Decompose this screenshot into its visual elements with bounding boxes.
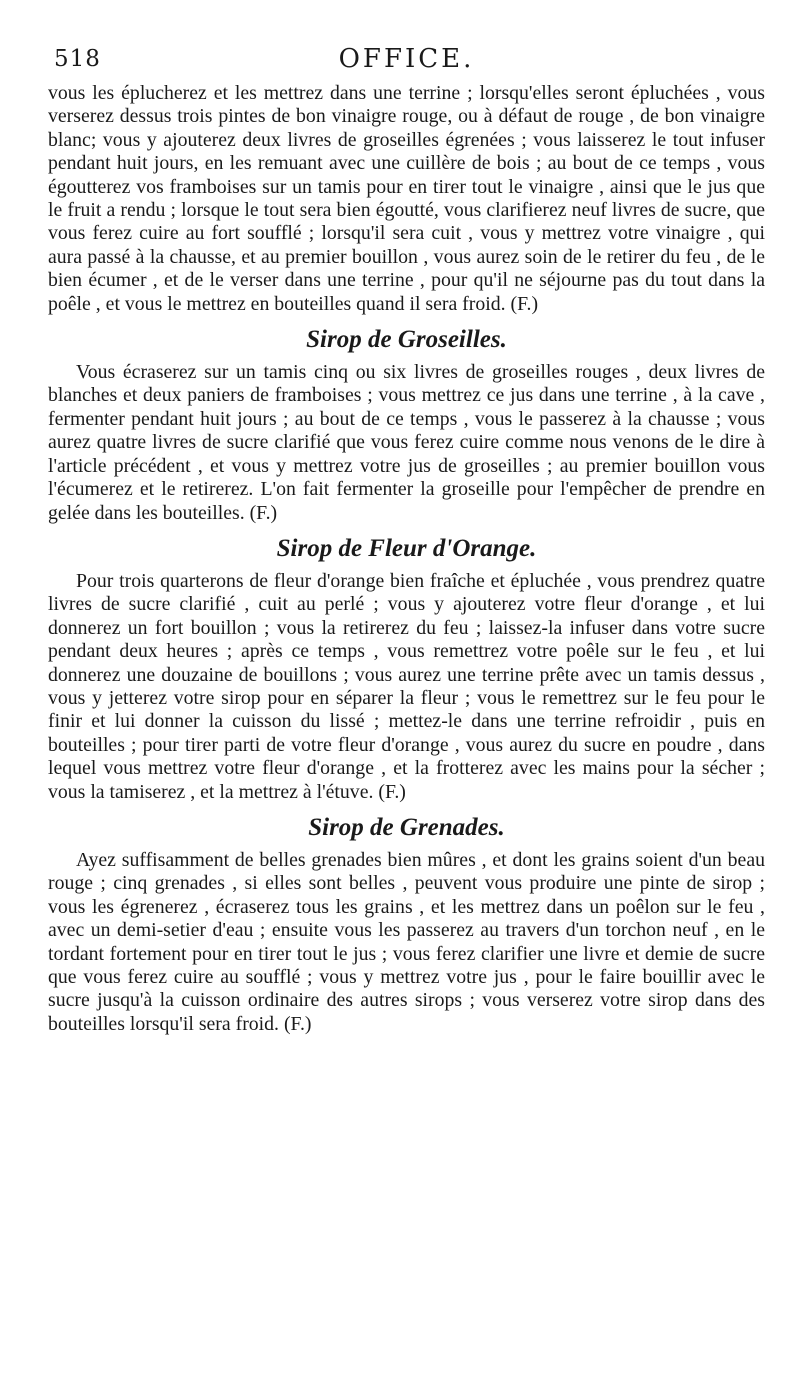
intro-paragraph: vous les éplucherez et les mettrez dans une terrine ; lorsqu'elles seront épluchées , vous verserez dessus trois pintes de bon vinaigre rouge, ou à défaut de rouge , de bon vinaigre blanc; vous y ajouterez deux livres de groseilles égrenées ; vous laisserez le tout infuser pendant huit jours, en les remuant avec une cuillère de bois ; au bout de ce temps , vous égoutterez vos framboises sur un tamis pour en tirer tout le vinaigre , ainsi que le jus que le fruit a rendu ; lorsque le tout sera bien égoutté, vous clarifierez neuf livres de sucre, que vous ferez cuire au fort soufflé ; lorsqu'il sera cuit , vous y mettrez votre vinaigre , qui aura passé à la chausse, et au premier bouillon , vous aurez soin de le retirer du feu , de le bien écumer , et de le verser dans une terrine , pour qu'il ne séjourne pas du tout dans la poêle , et vous le mettrez en bouteilles quand il sera froid. (F.): [48, 82, 765, 315]
running-title: OFFICE.: [338, 44, 475, 74]
recipe-text-groseilles: Vous écraserez sur un tamis cinq ou six livres de groseilles rouges , deux livres de blanches et deux paniers de framboises ; vous mettrez ce jus dans une terrine , à la cave , fermenter pendant huit jours ; au bout de ce temps , vous le passerez à la chausse ; vous aurez quatre livres de sucre clarifié que vous ferez cuire comme nous venons de le dire à l'article précédent , et vous y mettrez votre jus de groseilles ; au premier bouillon vous l'écumerez et le retirerez. L'on fait fermenter la groseille pour l'empêcher de prendre en gelée dans les bouteilles. (F.): [48, 361, 765, 524]
recipe-text-fleur-orange: Pour trois quarterons de fleur d'orange bien fraîche et épluchée , vous prendrez quatre livres de sucre clarifié , cuit au perlé ; vous y ajouterez votre fleur d'orange , et lui donnerez un fort bouillon ; vous la retirerez du feu ; laissez-la infuser dans votre sucre pendant deux heures ; après ce temps , vous remettrez votre poêle sur le feu , et lui donnerez une douzaine de bouillons ; vous aurez une terrine prête avec un tamis dessus , vous y jetterez votre sirop pour en séparer la fleur ; vous le remettrez sur le feu pour le finir et lui donner la cuisson du lissé ; mettez-le dans une terrine refroidir , puis en bouteilles ; pour tirer parti de votre fleur d'orange , vous aurez du sucre en poudre , dans lequel vous mettrez votre fleur d'orange , et la frotterez avec les mains pour la sécher ; vous la tamiserez , et la mettrez à l'étuve. (F.): [48, 569, 765, 803]
recipe-title-grenades: Sirop de Grenades.: [308, 813, 505, 841]
running-head: [48, 40, 765, 82]
recipe-title-fleur-orange: Sirop de Fleur d'Orange.: [276, 534, 537, 562]
recipe-title-groseilles: Sirop de Groseilles.: [306, 326, 507, 354]
recipe-text-grenades: Ayez suffisamment de belles grenades bien mûres , et dont les grains soient d'un beau rouge ; cinq grenades , si elles sont belles , peuvent vous produire une pinte de sirop ; vous les égrenerez , écraserez tous les grains , et les mettrez dans un poêlon sur le feu , avec un demi-setier d'eau ; ensuite vous les passerez au travers d'un torchon neuf , en le tordant fortement pour en tirer tout le jus ; vous ferez clarifier une livre et demie de sucre que vous ferez cuire au soufflé ; vous y mettrez votre jus , pour le faire bouillir avec le sucre jusqu'à la cuisson ordinaire des autres sirops ; vous verserez votre sirop dans des bouteilles lorsqu'il sera froid. (F.): [48, 848, 765, 1035]
page-number: 518: [54, 46, 101, 72]
